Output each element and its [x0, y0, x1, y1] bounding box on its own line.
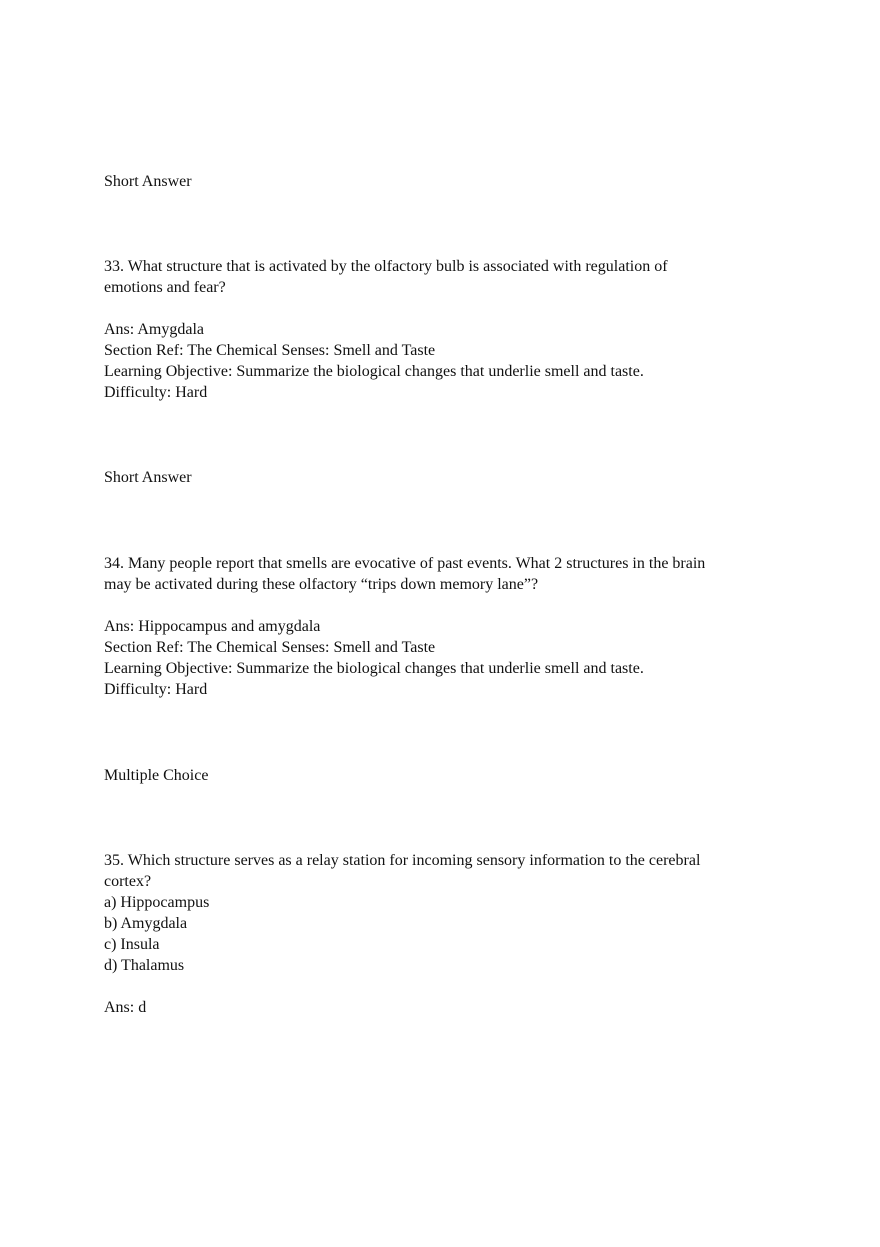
question-text: may be activated during these olfactory “trips down memory lane”?	[104, 576, 539, 593]
answer-option: d) Thalamus	[104, 957, 185, 974]
answer-option: a) Hippocampus	[104, 894, 210, 911]
learning-objective: Learning Objective: Summarize the biological changes that underlie smell and taste.	[104, 660, 644, 677]
learning-objective: Learning Objective: Summarize the biological changes that underlie smell and taste.	[104, 363, 644, 380]
difficulty: Difficulty: Hard	[104, 384, 208, 401]
question-text: 35. Which structure serves as a relay station for incoming sensory information to the cerebral	[104, 852, 701, 869]
question-type-label: Short Answer	[104, 469, 192, 486]
answer-text: Ans: Hippocampus and amygdala	[104, 618, 321, 635]
section-ref: Section Ref: The Chemical Senses: Smell and Taste	[104, 342, 436, 359]
question-type-label: Short Answer	[104, 173, 192, 190]
question-text: 33. What structure that is activated by the olfactory bulb is associated with regulation of	[104, 258, 668, 275]
answer-text: Ans: d	[104, 999, 147, 1016]
difficulty: Difficulty: Hard	[104, 681, 208, 698]
question-text: emotions and fear?	[104, 279, 226, 296]
question-text: cortex?	[104, 873, 152, 890]
section-ref: Section Ref: The Chemical Senses: Smell and Taste	[104, 639, 436, 656]
answer-text: Ans: Amygdala	[104, 321, 204, 338]
answer-option: c) Insula	[104, 936, 160, 953]
question-type-label: Multiple Choice	[104, 767, 209, 784]
answer-option: b) Amygdala	[104, 915, 188, 932]
question-text: 34. Many people report that smells are evocative of past events. What 2 structures in the brain	[104, 555, 706, 572]
